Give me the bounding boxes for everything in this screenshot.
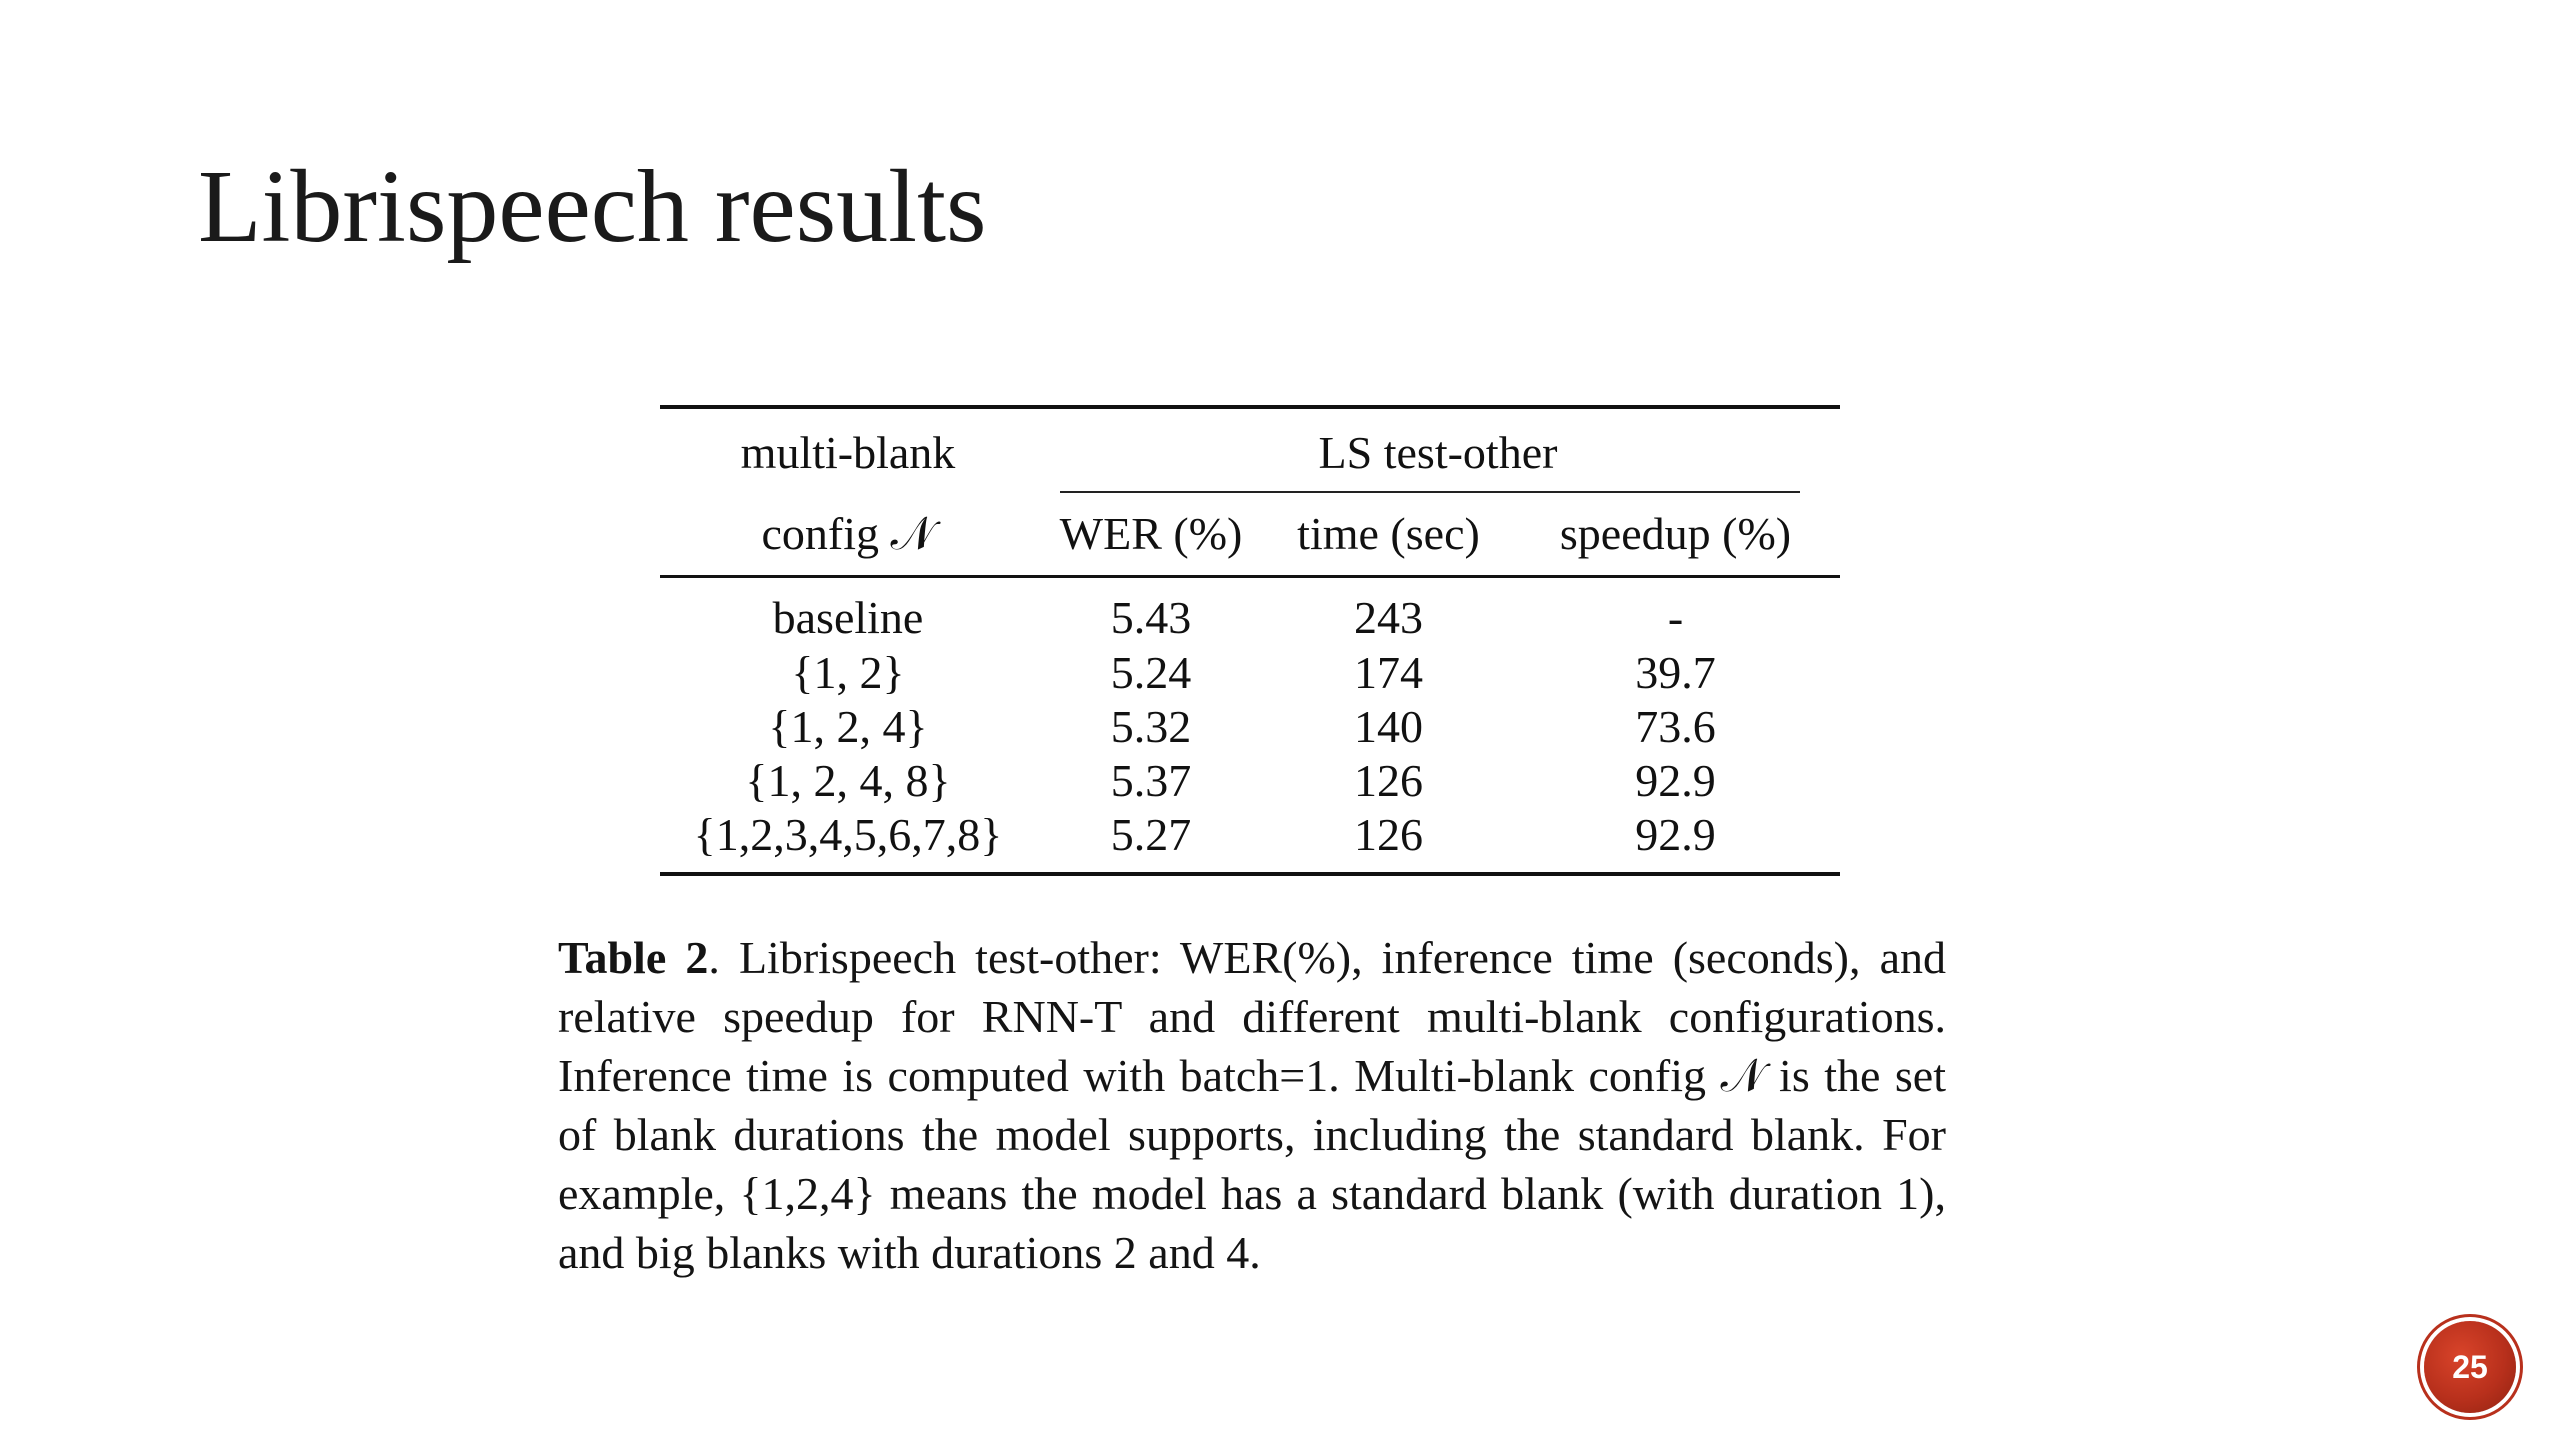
cell-wer: 5.24 — [1110, 647, 1192, 698]
table-row — [660, 808, 1840, 874]
cell-wer: 5.37 — [1110, 755, 1192, 806]
cell-time: 243 — [1354, 592, 1423, 643]
header-time: time (sec) — [1297, 508, 1480, 559]
cell-config: {1,2,3,4,5,6,7,8} — [693, 809, 1003, 860]
cell-speedup: - — [1667, 592, 1684, 643]
cell-wer: 5.27 — [1110, 809, 1192, 860]
cell-config: {1, 2, 4, 8} — [745, 755, 951, 806]
table-row — [660, 754, 1840, 808]
header-speedup: speedup (%) — [1559, 508, 1792, 559]
cell-config: {1, 2, 4} — [768, 701, 928, 752]
cell-speedup: 92.9 — [1635, 809, 1716, 860]
cell-time: 174 — [1354, 647, 1423, 698]
page-number: 25 — [2452, 1348, 2488, 1385]
group-underline — [1060, 491, 1800, 493]
cell-speedup: 92.9 — [1635, 755, 1716, 806]
cell-time: 140 — [1354, 701, 1423, 752]
cell-speedup: 73.6 — [1635, 701, 1716, 752]
cell-speedup: 39.7 — [1635, 647, 1716, 698]
table-header-row — [660, 407, 1840, 493]
header-multi-blank: multi-blank — [660, 407, 1036, 493]
header-ls-test-other — [1036, 407, 1840, 493]
cell-config: baseline — [772, 592, 924, 643]
page-number-badge — [2424, 1321, 2516, 1413]
slide-title: Librispeech results — [198, 149, 987, 264]
header-config: config 𝒩 — [761, 508, 935, 559]
cell-time: 126 — [1354, 809, 1423, 860]
cell-wer: 5.43 — [1110, 592, 1192, 643]
header-ls-test-other-label: LS test-other — [1318, 427, 1558, 478]
cell-config: {1, 2} — [791, 647, 905, 698]
table-caption — [558, 928, 1946, 1282]
header-wer: WER (%) — [1059, 508, 1243, 559]
table-row — [660, 646, 1840, 700]
table-header-row — [660, 493, 1840, 577]
results-table — [660, 405, 1840, 876]
table-row — [660, 700, 1840, 754]
caption-label: Table 2 — [558, 932, 709, 983]
cell-wer: 5.32 — [1110, 701, 1192, 752]
table-row — [660, 577, 1840, 647]
cell-time: 126 — [1354, 755, 1423, 806]
caption-text: . Librispeech test-other: WER(%), inference time (seconds), and relative speedup for RNN-T and different multi-blank configurations. Inference time is computed with batch=1. Multi-blank config 𝒩 is the set of blank durations the model supports, including the standard blank. For example, {1,2,4} means the model has a standard blank (with duration 1), and big blanks with durations 2 and 4. — [558, 932, 1946, 1278]
